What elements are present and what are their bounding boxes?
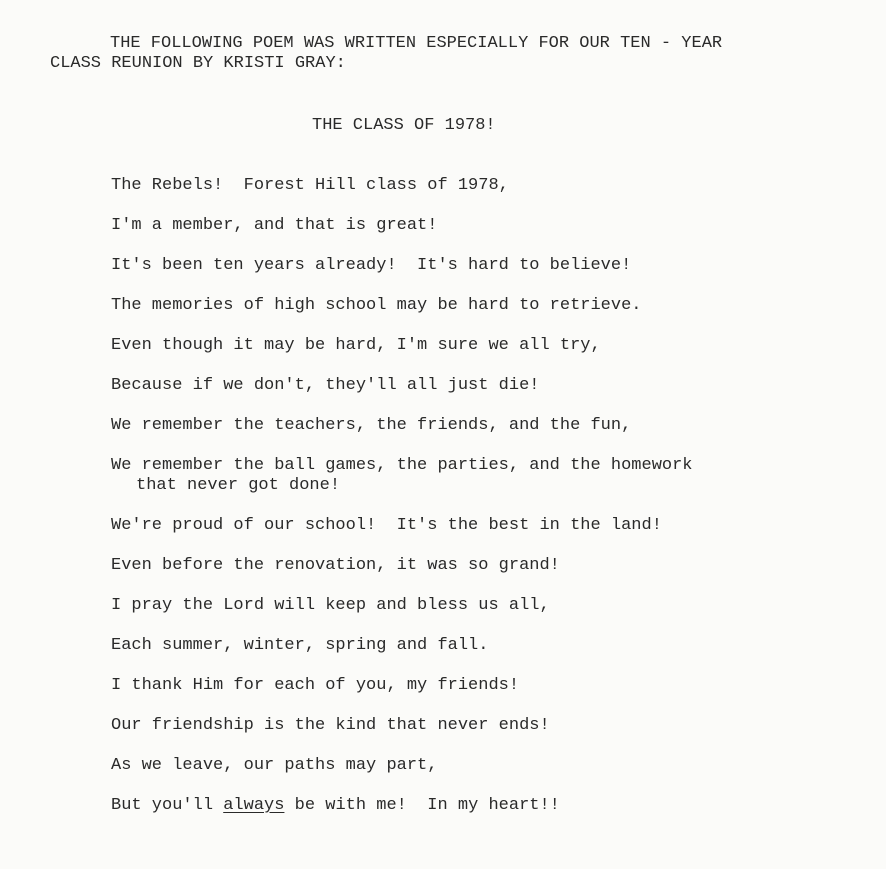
- intro-paragraph: [50, 34, 850, 74]
- poem-line: We're proud of our school! It's the best in the land!: [111, 516, 662, 535]
- last-line-before: But you'll: [111, 796, 224, 815]
- poem-line: As we leave, our paths may part,: [111, 756, 438, 775]
- poem-line-continuation: that never got done!: [136, 476, 341, 495]
- poem-line: Even before the renovation, it was so grand!: [111, 556, 560, 575]
- last-line-after: be with me! In my heart!!: [284, 796, 560, 815]
- poem-line: We remember the teachers, the friends, and the fun,: [111, 416, 632, 435]
- poem-line: I'm a member, and that is great!: [111, 216, 438, 235]
- intro-line-1: THE FOLLOWING POEM WAS WRITTEN ESPECIALLY FOR OUR TEN - YEAR: [110, 34, 723, 53]
- poem-line-text: We remember the ball games, the parties, and the homework: [111, 456, 693, 475]
- poem-last-line: [111, 796, 851, 816]
- poem-line: Our friendship is the kind that never ends!: [111, 716, 550, 735]
- poem-line: The memories of high school may be hard to retrieve.: [111, 296, 642, 315]
- intro-line-2: CLASS REUNION BY KRISTI GRAY:: [50, 54, 346, 73]
- poem-title: THE CLASS OF 1978!: [312, 116, 496, 135]
- poem-line: Because if we don't, they'll all just die!: [111, 376, 540, 395]
- poem-line: I pray the Lord will keep and bless us all,: [111, 596, 550, 615]
- poem-line: I thank Him for each of you, my friends!: [111, 676, 520, 695]
- poem-body: [111, 176, 851, 836]
- poem-line: It's been ten years already! It's hard to believe!: [111, 256, 632, 275]
- last-line-underlined: always: [223, 796, 285, 815]
- poem-line: Each summer, winter, spring and fall.: [111, 636, 489, 655]
- poem-line-wrapped: [111, 456, 851, 496]
- poem-line: Even though it may be hard, I'm sure we all try,: [111, 336, 601, 355]
- poem-line: The Rebels! Forest Hill class of 1978,: [111, 176, 509, 195]
